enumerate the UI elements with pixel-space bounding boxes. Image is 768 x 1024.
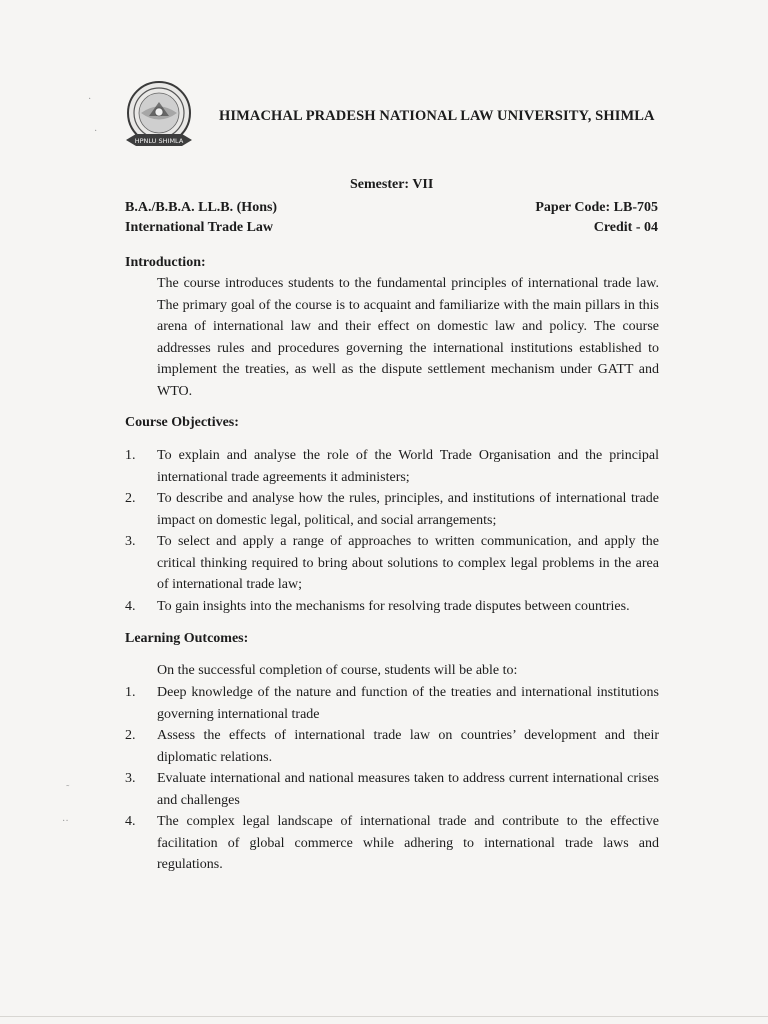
scan-speck: ·· (62, 816, 69, 827)
introduction-heading: Introduction: (125, 255, 206, 270)
list-item: 4. To gain insights into the mechanisms for resolving trade disputes between countries. (125, 598, 630, 614)
credit-label: Credit - 04 (593, 220, 658, 235)
list-item: 2. To describe and analyse how the rules, principles, and institutions of international trade impact on domestic legal, political, and social arrangements; (125, 491, 659, 528)
scan-speck: ˜ (66, 784, 70, 795)
list-item: 1. Deep knowledge of the nature and function of the treaties and international institutions governing international trade (125, 685, 659, 722)
outcomes-intro: On the successful completion of course, students will be able to: (157, 663, 518, 678)
outcomes-list (125, 682, 659, 876)
scan-speck: · (88, 94, 92, 105)
semester-label: Semester: VII (350, 177, 434, 192)
list-item: 4. The complex legal landscape of international trade and contribute to the effective facilitation of global commerce while adhering to international trade laws and regulations. (125, 814, 659, 872)
program-row (125, 200, 658, 216)
course-title: International Trade Law (125, 220, 274, 235)
university-title: HIMACHAL PRADESH NATIONAL LAW UNIVERSITY, SHIMLA (219, 108, 655, 124)
university-seal-logo (120, 78, 198, 156)
list-item: 3. Evaluate international and national measures taken to address current international crises and challenges (125, 771, 659, 808)
logo-caption-text: HPNLU SHIMLA (134, 137, 184, 145)
outcomes-heading: Learning Outcomes: (125, 631, 249, 646)
objectives-heading: Course Objectives: (125, 415, 239, 430)
program-name: B.A./B.B.A. LL.B. (Hons) (125, 200, 278, 215)
list-item: 3. To select and apply a range of approaches to written communication, and apply the critical thinking required to bring about solutions to complex legal problems in the area of international trade law; (125, 534, 659, 592)
list-item: 2. Assess the effects of international trade law on countries’ development and their diplomatic relations. (125, 728, 659, 765)
course-title-row (125, 220, 658, 236)
scan-speck: · (94, 126, 98, 137)
list-item: 1. To explain and analyse the role of the World Trade Organisation and the principal international trade agreements it administers; (125, 448, 659, 485)
page-edge-line (0, 1016, 768, 1017)
objectives-list (125, 445, 659, 617)
paper-code: Paper Code: LB-705 (535, 200, 658, 215)
introduction-text: The course introduces students to the fundamental principles of international trade law. The primary goal of the course is to acquaint and familiarize with the main pillars in this arena of international law and their effect on domestic law and policy. The course addresses rules and procedures governing the international institutions established to implement the treaties, as well as the dispute settlement mechanism under GATT and WTO. (157, 276, 659, 399)
